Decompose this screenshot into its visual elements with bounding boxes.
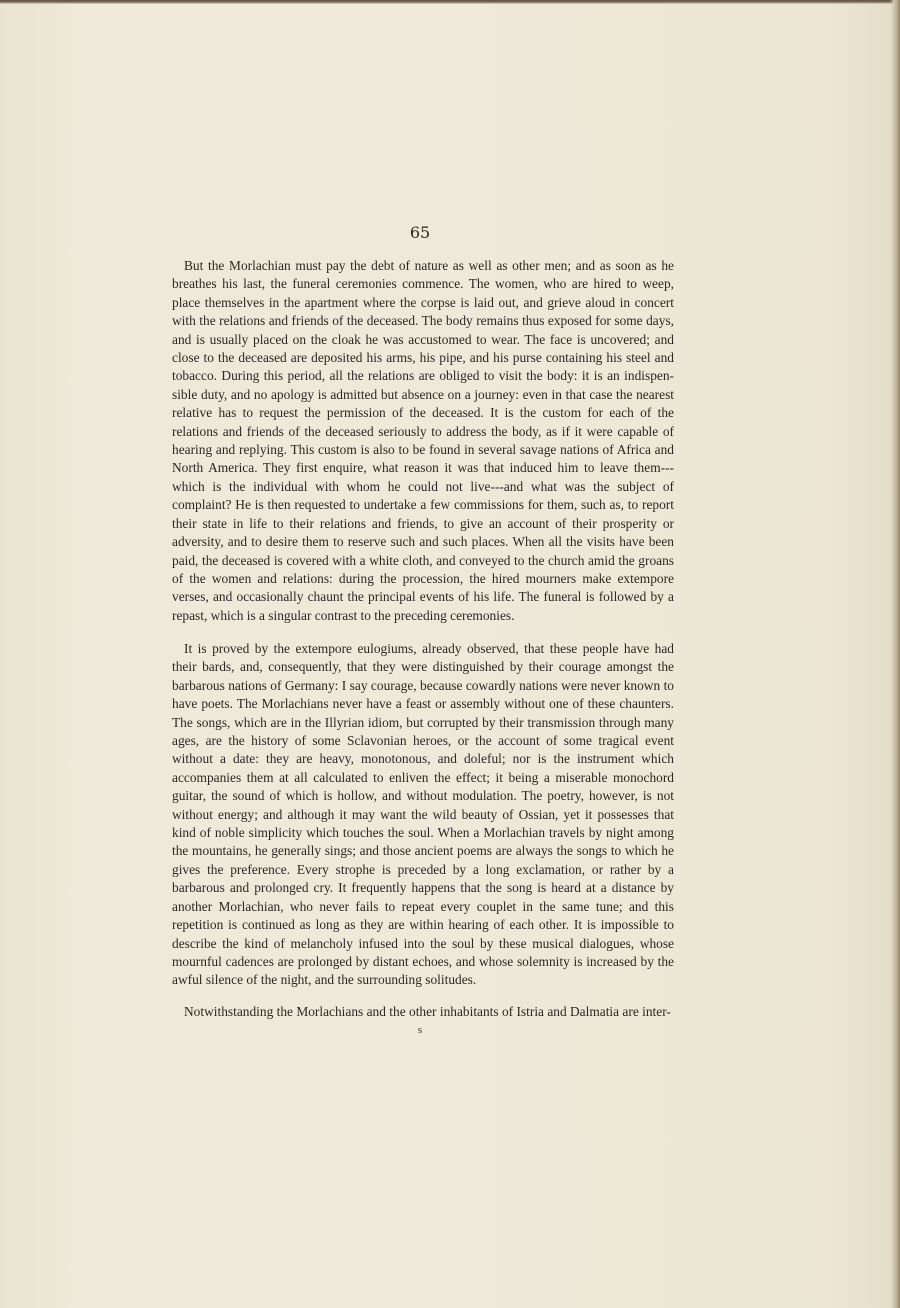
paragraph-bards-and-songs	[172, 640, 674, 990]
paragraph-funeral-customs	[172, 257, 674, 625]
page-top-edge	[0, 0, 900, 4]
paragraph-text: Notwithstanding the Morlachians and the other inhabitants of Istria and Dalmatia are inter-	[184, 1004, 671, 1019]
paragraph-text: But the Morlachian must pay the debt of nature as well as other men; and as soon as he breathes his last, the funeral ceremonies commence. The women, who are hired to weep, place themselves in the apartment where the corpse is laid out, and grieve aloud in concert with the relations and friends of the deceased. The body remains thus exposed for some days, and is usually placed on the cloak he was accustomed to wear. The face is uncovered; and close to the deceased are deposited his arms, his pipe, and his purse containing his steel and tobacco. During this period, all the relations are obliged to visit the body: it is an indispen-sible duty, and no apology is admitted but absence on a journey: even in that case the nearest relative has to request the permission of the deceased. It is the custom for each of the relations and friends of the deceased seriously to address the body, as if it were capable of hearing and replying. This custom is also to be found in several savage nations of Africa and North America. They first enquire, what reason it was that induced him to leave them---which is the individual with whom he could not live---and what was the subject of complaint? He is then requested to undertake a few commissions for them, such as, to report their state in life to their relations and friends, to give an account of their prosperity or adversity, and to desire them to reserve such and such places. When all the visits have been paid, the deceased is covered with a white cloth, and conveyed to the church amid the groans of the women and relations: during the procession, the hired mourners make extempore verses, and occasionally chaunt the principal events of his life. The funeral is followed by a repast, which is a singular contrast to the preceding ceremonies.	[172, 258, 674, 623]
paragraph-continuation	[172, 1003, 674, 1021]
page-number: 65	[409, 223, 431, 242]
signature-mark: s	[417, 1024, 423, 1036]
paragraph-text: It is proved by the extempore eulogiums, already observed, that these people have had their bards, and, consequently, that they were distinguished by their courage amongst the barbarous nations of Germany: I say courage, because cowardly nations were never known to have poets. The Morlachians never have a feast or assembly without one of these chaunters. The songs, which are in the Illyrian idiom, but corrupted by their transmission through many ages, are the history of some Sclavonian heroes, or the account of some tragical event without a date: they are heavy, monotonous, and doleful; nor is the instrument which accompanies them at all calculated to enliven the effect; it being a miserable monochord guitar, the sound of which is hollow, and without modulation. The poetry, however, is not without energy; and although it may want the wild beauty of Ossian, yet it possesses that kind of noble simplicity which touches the soul. When a Morlachian travels by night among the mountains, he generally sings; and those ancient poems are always the songs to which he gives the preference. Every strophe is preceded by a long exclamation, or rather by a barbarous and prolonged cry. It frequently happens that the song is heard at a distance by another Morlachian, who never fails to repeat every couplet in the same tune; and this repetition is continued as long as they are within hearing of each other. It is impossible to describe the kind of melancholy infused into the soul by these musical dialogues, whose mournful cadences are prolonged by distant echoes, and whose solemnity is increased by the awful silence of the night, and the surrounding solitudes.	[172, 641, 674, 988]
page-binding-edge	[890, 0, 900, 1308]
